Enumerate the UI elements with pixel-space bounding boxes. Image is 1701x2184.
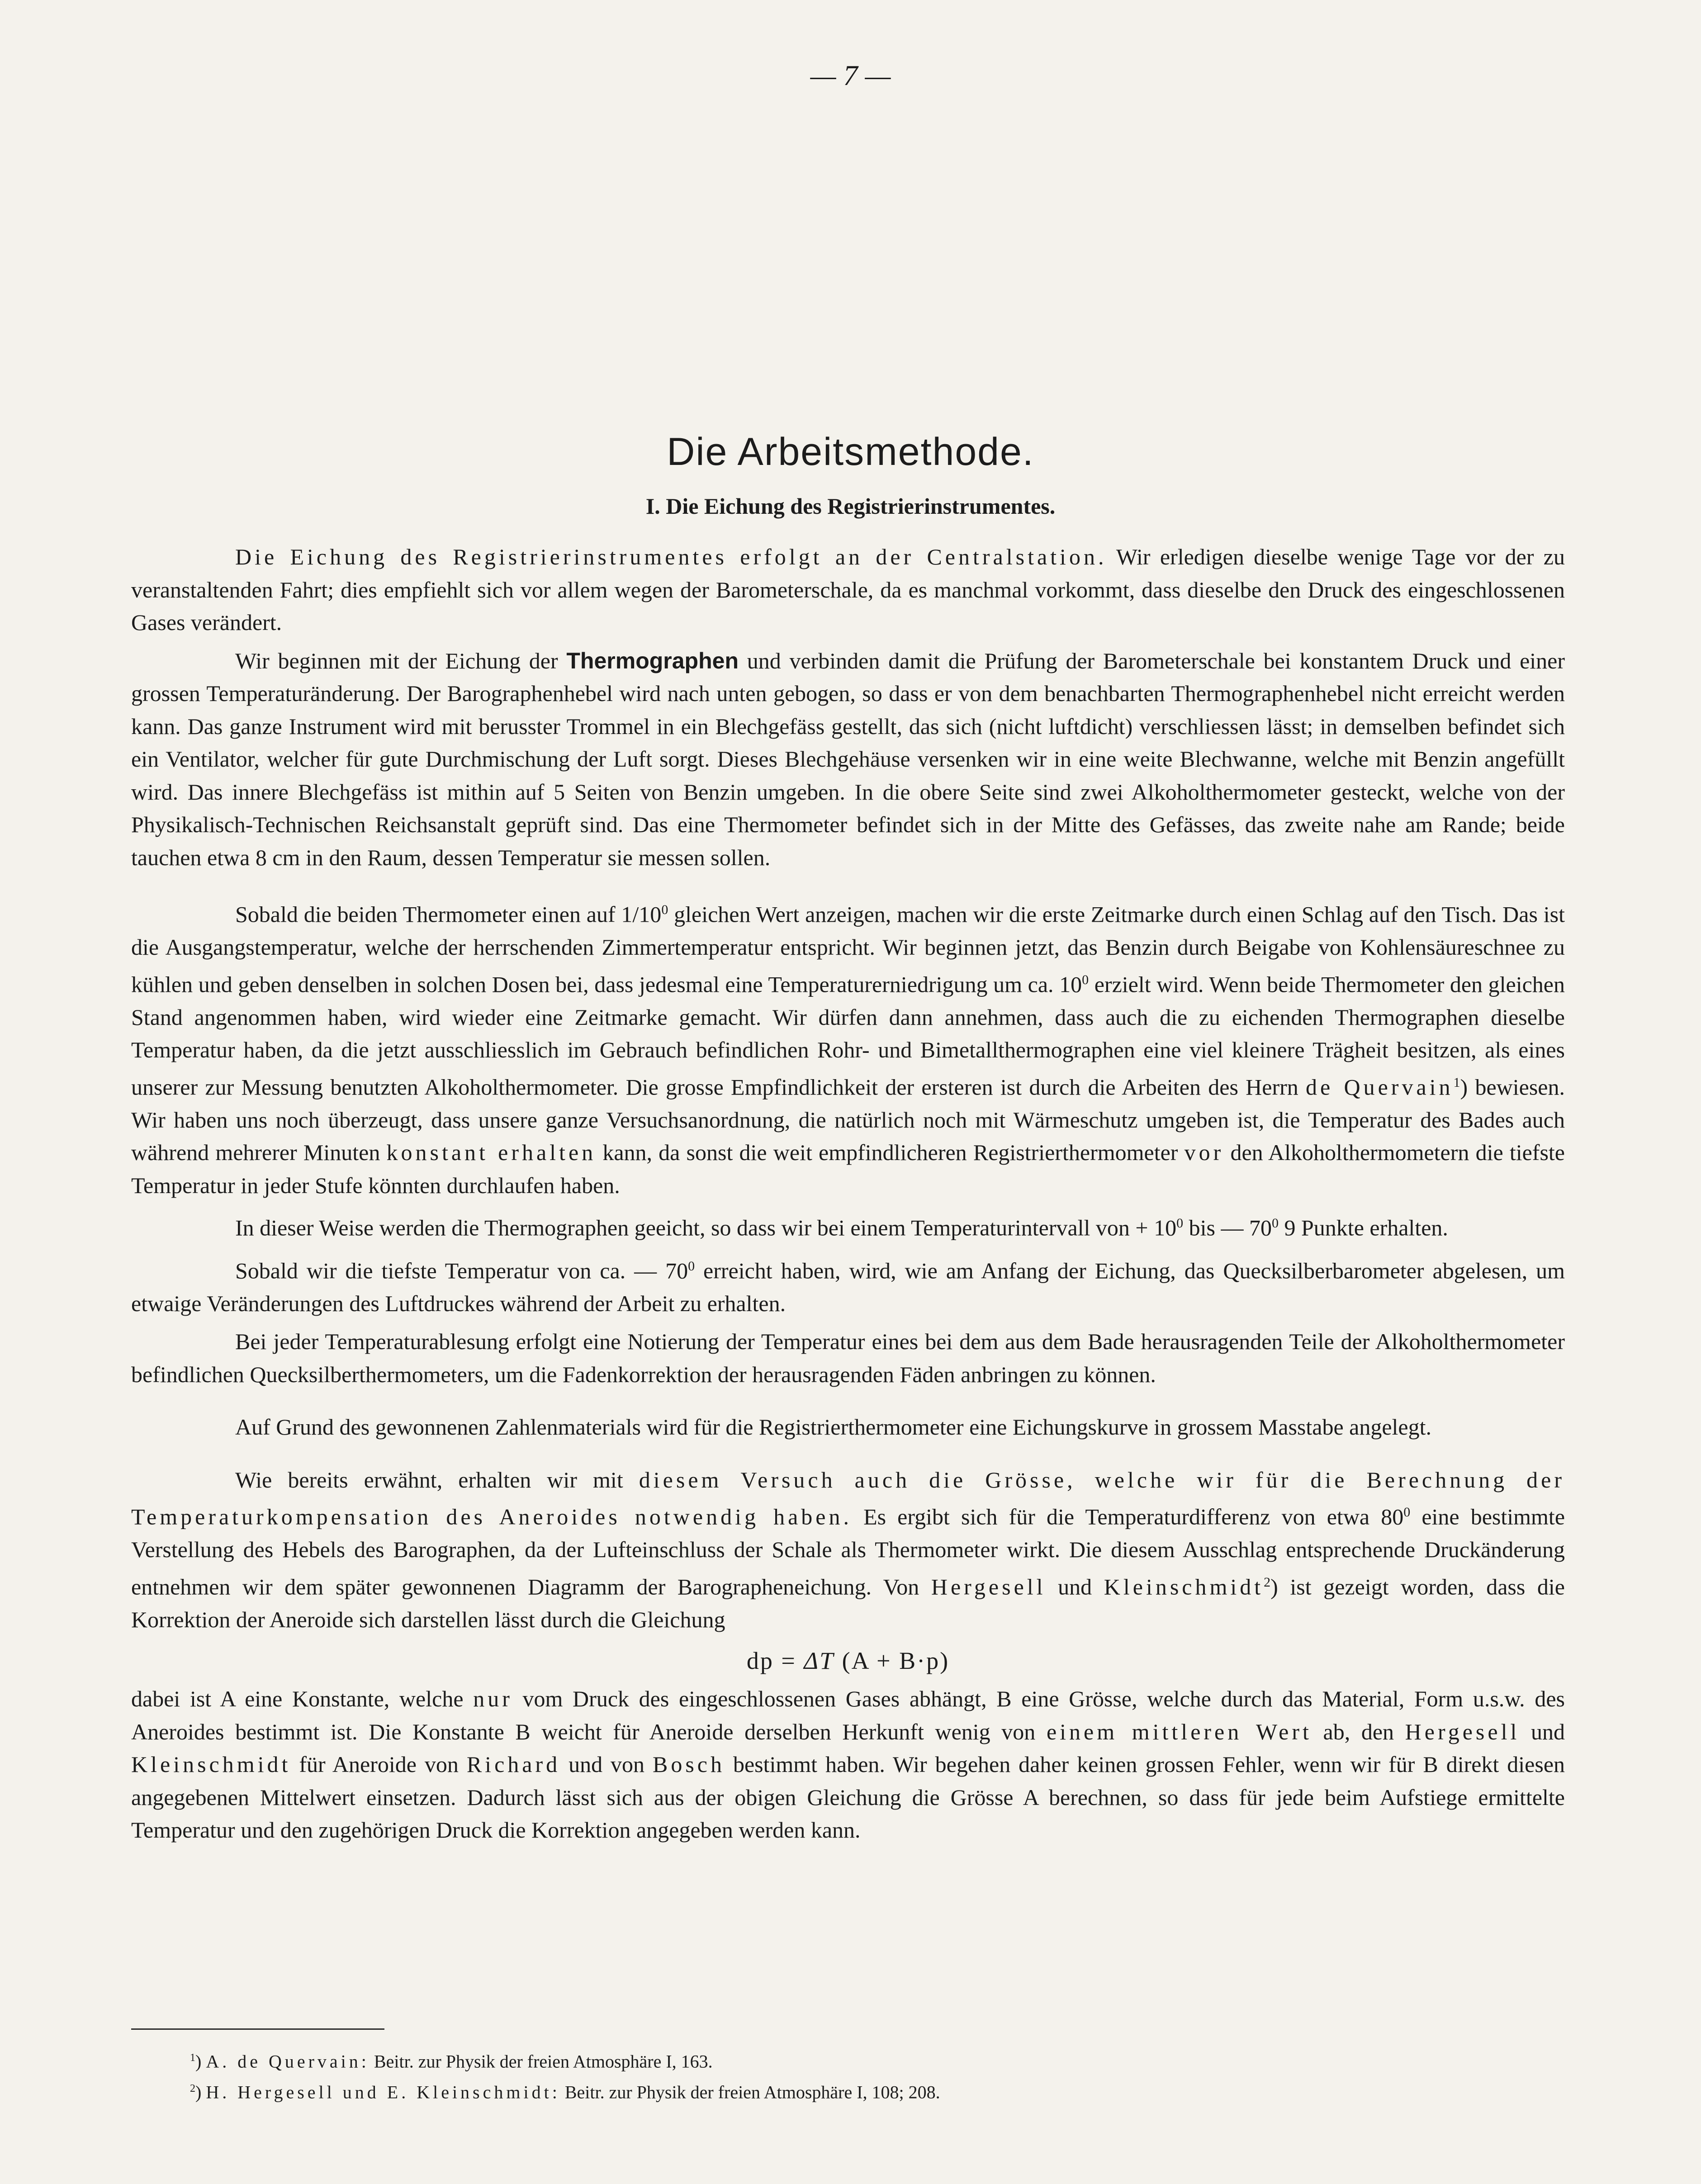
author-name: de Quervain bbox=[1306, 1074, 1454, 1100]
footnote-2: $^2$) H. Hergesell und E. Kleinschmidt: Beitr. zur Physik der freien Atmosphäre I, 108; 208. bbox=[190, 2082, 940, 2103]
emphasis-text: diesem Versuch auch die Grösse, welche wir für die Berechnung der Temperaturkompensation des Aneroides notwendig haben. bbox=[131, 1467, 1565, 1530]
paragraph-text: Wir beginnen mit der Eichung der bbox=[235, 648, 567, 673]
paragraph-text: ) ist gezeigt worden, dass die Korrektion der Aneroide sich darstellen lässt durch die Gleichung bbox=[131, 1574, 1565, 1633]
footnote-author: A. de Quervain: bbox=[206, 2051, 370, 2072]
paragraph-text: 9 Punkte erhalten. bbox=[1279, 1215, 1448, 1241]
paragraph-text: für Aneroide von bbox=[291, 1752, 467, 1777]
paragraph-text: und bbox=[1046, 1574, 1104, 1600]
degree-sign: 0 bbox=[688, 1258, 695, 1274]
paragraph-text: Sobald wir die tiefste Temperatur von ca. — 70 bbox=[235, 1258, 688, 1284]
paragraph-text: In dieser Weise werden die Thermographen geeicht, so dass wir bei einem Temperaturintervall von + 10 bbox=[235, 1215, 1177, 1241]
footnote-mark: 1 bbox=[1453, 1075, 1460, 1090]
footnote-author: H. Hergesell und E. Kleinschmidt: bbox=[206, 2082, 560, 2103]
emphasis-text: einem mittleren Wert bbox=[1046, 1719, 1312, 1744]
footnote-divider bbox=[131, 2028, 384, 2030]
paragraph-5 bbox=[131, 1250, 1565, 1320]
equation-delta: ΔT bbox=[804, 1647, 835, 1674]
paragraph-text: bis — 70 bbox=[1183, 1215, 1272, 1241]
author-name: Kleinschmidt bbox=[131, 1752, 291, 1777]
page-title: Die Arbeitsmethode. bbox=[667, 430, 1034, 474]
paragraph-text: und bbox=[1520, 1719, 1565, 1744]
page-number: — 7 — bbox=[810, 59, 891, 91]
paragraph-text: ) bewiesen. Wir haben uns noch überzeugt, dass unsere ganze Versuchsanordnung, die natürlich noch mit Wärmeschutz umgeben ist, die Temperatur des Bades auch während mehrerer Minuten bbox=[131, 1074, 1565, 1165]
equation bbox=[131, 1644, 1565, 1677]
paragraph-7 bbox=[131, 1411, 1565, 1444]
footnote-text: Beitr. zur Physik der freien Atmosphäre I, 108; 208. bbox=[560, 2082, 940, 2103]
paragraph-text: eine bestimmte Verstellung des Hebels des Barographen, da der Lufteinschluss der Schale als Thermometer wirkt. Die diesem Ausschlag entsprechende Druckänderung entnehmen wir dem später gewonnenen Diagramm der Barographeneichung. Von bbox=[131, 1504, 1565, 1600]
footnotes bbox=[190, 2044, 1547, 2106]
footnote-1: $^1$) A. de Quervain: Beitr. zur Physik der freien Atmosphäre I, 163. bbox=[190, 2051, 713, 2072]
paragraph-text: vom Druck des eingeschlossenen Gases abhängt, B eine Grösse, welche durch das Material, Form u.s.w. des Aneroides bestimmt ist. Die Konstante B weicht für Aneroide derselben Herkunft wenig von bbox=[131, 1686, 1565, 1744]
paragraph-text: und von bbox=[560, 1752, 653, 1777]
author-name: Kleinschmidt bbox=[1104, 1574, 1264, 1600]
paragraph-8 bbox=[131, 1464, 1565, 1636]
author-name: Hergesell bbox=[1405, 1719, 1520, 1744]
emphasis-text: konstant erhalten bbox=[386, 1140, 597, 1165]
paragraph-text: ab, den bbox=[1312, 1719, 1405, 1744]
paragraph-text: Auf Grund des gewonnenen Zahlenmaterials wird für die Registrierthermometer eine Eichungskurve in grossem Masstabe angelegt. bbox=[235, 1414, 1432, 1440]
paragraph-9 bbox=[131, 1682, 1565, 1847]
emphasis-text: Die Eichung des Registrierinstrumentes erfolgt an der Centralstation. bbox=[235, 544, 1107, 569]
paragraph-2 bbox=[131, 644, 1565, 874]
paragraph-text: dabei ist A eine Konstante, welche bbox=[131, 1686, 474, 1712]
author-name: Hergesell bbox=[931, 1574, 1046, 1600]
author-name: Bosch bbox=[652, 1752, 725, 1777]
paragraph-text: gleichen Wert anzeigen, machen wir die erste Zeitmarke durch einen Schlag auf den Tisch. Das ist die Ausgangstemperatur, welche der herrschenden Zimmertemperatur entspricht. Wir beginnen jetzt, das Benzin durch Beigabe von Kohlensäureschnee zu kühlen und geben denselben in solchen Dosen bei, dass jedesmal eine Temperaturerniedrigung um ca. 10 bbox=[131, 901, 1565, 997]
section-title: I. Die Eichung des Registrierinstrumentes. bbox=[645, 493, 1056, 519]
paragraph-text: Bei jeder Temperaturablesung erfolgt eine Notierung der Temperatur eines bei dem aus dem Bade herausragenden Teile der Alkoholthermometer befindlichen Quecksilberthermometers, um die Fadenkorrektion der herausragenden Fäden anbringen zu können. bbox=[131, 1329, 1565, 1387]
paragraph-text: bestimmt haben. Wir begehen daher keinen grossen Fehler, wenn wir für B direkt diesen angegebenen Mittelwert einsetzen. Dadurch lässt sich aus der obigen Gleichung die Grösse A berechnen, so dass für jede beim Aufstiege ermittelte Temperatur und den zugehörigen Druck die Korrektion angegeben werden kann. bbox=[131, 1752, 1565, 1843]
emphasis-text: vor bbox=[1184, 1140, 1224, 1165]
degree-sign: 0 bbox=[1176, 1216, 1184, 1231]
degree-sign: 0 bbox=[1272, 1216, 1279, 1231]
body-text bbox=[131, 540, 1565, 1852]
paragraph-6 bbox=[131, 1325, 1565, 1391]
footnote-text: Beitr. zur Physik der freien Atmosphäre I, 163. bbox=[369, 2051, 713, 2072]
emphasis-text: nur bbox=[473, 1686, 513, 1712]
equation-right: (A + B·p) bbox=[834, 1647, 950, 1674]
paragraph-text: Es ergibt sich für die Temperaturdifferenz von etwa 80 bbox=[852, 1504, 1404, 1530]
paragraph-text: erzielt wird. Wenn beide Thermometer den gleichen Stand angenommen haben, wird wieder eine Zeitmarke gemacht. Wir dürfen dann annehmen, dass auch die zu eichenden Thermographen dieselbe Temperatur haben, da die jetzt ausschliesslich im Gebrauch befindlichen Rohr- und Bimetallthermographen eine viel kleinere Trägheit besitzen, als eines unserer zur Messung benutzten Alkoholthermometer. Die grosse Empfindlichkeit der ersteren ist durch die Arbeiten des Herrn bbox=[131, 971, 1565, 1100]
paragraph-text: Wir erledigen dieselbe wenige Tage vor der zu veranstaltenden Fahrt; dies empfiehlt sich vor allem wegen der Barometerschale, da es manchmal vorkommt, dass dieselbe den Druck des eingeschlossenen Gases verändert. bbox=[131, 544, 1565, 635]
paragraph-text: Sobald die beiden Thermometer einen auf 1/10 bbox=[235, 901, 662, 927]
paragraph-text: erreicht haben, wird, wie am Anfang der Eichung, das Quecksilberbarometer abgelesen, um etwaige Veränderungen des Luftdruckes während der Arbeit zu erhalten. bbox=[131, 1258, 1565, 1316]
footnote-mark: 2 bbox=[1264, 1574, 1271, 1590]
paragraph-text: Wie bereits erwähnt, erhalten wir mit bbox=[235, 1467, 639, 1492]
paragraph-3 bbox=[131, 894, 1565, 1202]
paragraph-text: und verbinden damit die Prüfung der Barometerschale bei konstantem Druck und einer grossen Temperaturänderung. Der Barographenhebel wird nach unten gebogen, so dass er von dem benachbarten Thermographenhebel nicht erreicht werden kann. Das ganze Instrument wird mit berusster Trommel in ein Blechgefäss gestellt, das sich (nicht luftdicht) verschliessen lässt; in demselben befindet sich ein Ventilator, welcher für gute Durchmischung der Luft sorgt. Dieses Blechgehäuse versenken wir in eine weite Blechwanne, welche mit Benzin angefüllt wird. Das innere Blechgefäss ist mithin auf 5 Seiten von Benzin umgeben. In die obere Seite sind zwei Alkoholthermometer gesteckt, welche von der Physikalisch-Technischen Reichsanstalt geprüft sind. Das eine Thermometer befindet sich in der Mitte des Gefässes, das zweite nahe am Rande; beide tauchen etwa 8 cm in den Raum, dessen Temperatur sie messen sollen. bbox=[131, 648, 1565, 870]
author-name: Richard bbox=[466, 1752, 561, 1777]
paragraph-text: kann, da sonst die weit empfindlicheren Registrierthermometer bbox=[596, 1140, 1185, 1165]
degree-sign: 0 bbox=[1403, 1505, 1411, 1520]
paragraph-text: den Alkoholthermometern die tiefste Temperatur in jeder Stufe könnten durchlaufen haben. bbox=[131, 1140, 1565, 1198]
footnote-mark: 2 bbox=[190, 2083, 195, 2095]
degree-sign: 0 bbox=[1082, 972, 1089, 987]
bold-term: Thermographen bbox=[566, 648, 739, 673]
paragraph-4 bbox=[131, 1207, 1565, 1244]
equation-left: dp = bbox=[746, 1647, 804, 1674]
degree-sign: 0 bbox=[661, 902, 668, 917]
paragraph-1 bbox=[131, 540, 1565, 639]
footnote-mark: 1 bbox=[190, 2052, 195, 2064]
